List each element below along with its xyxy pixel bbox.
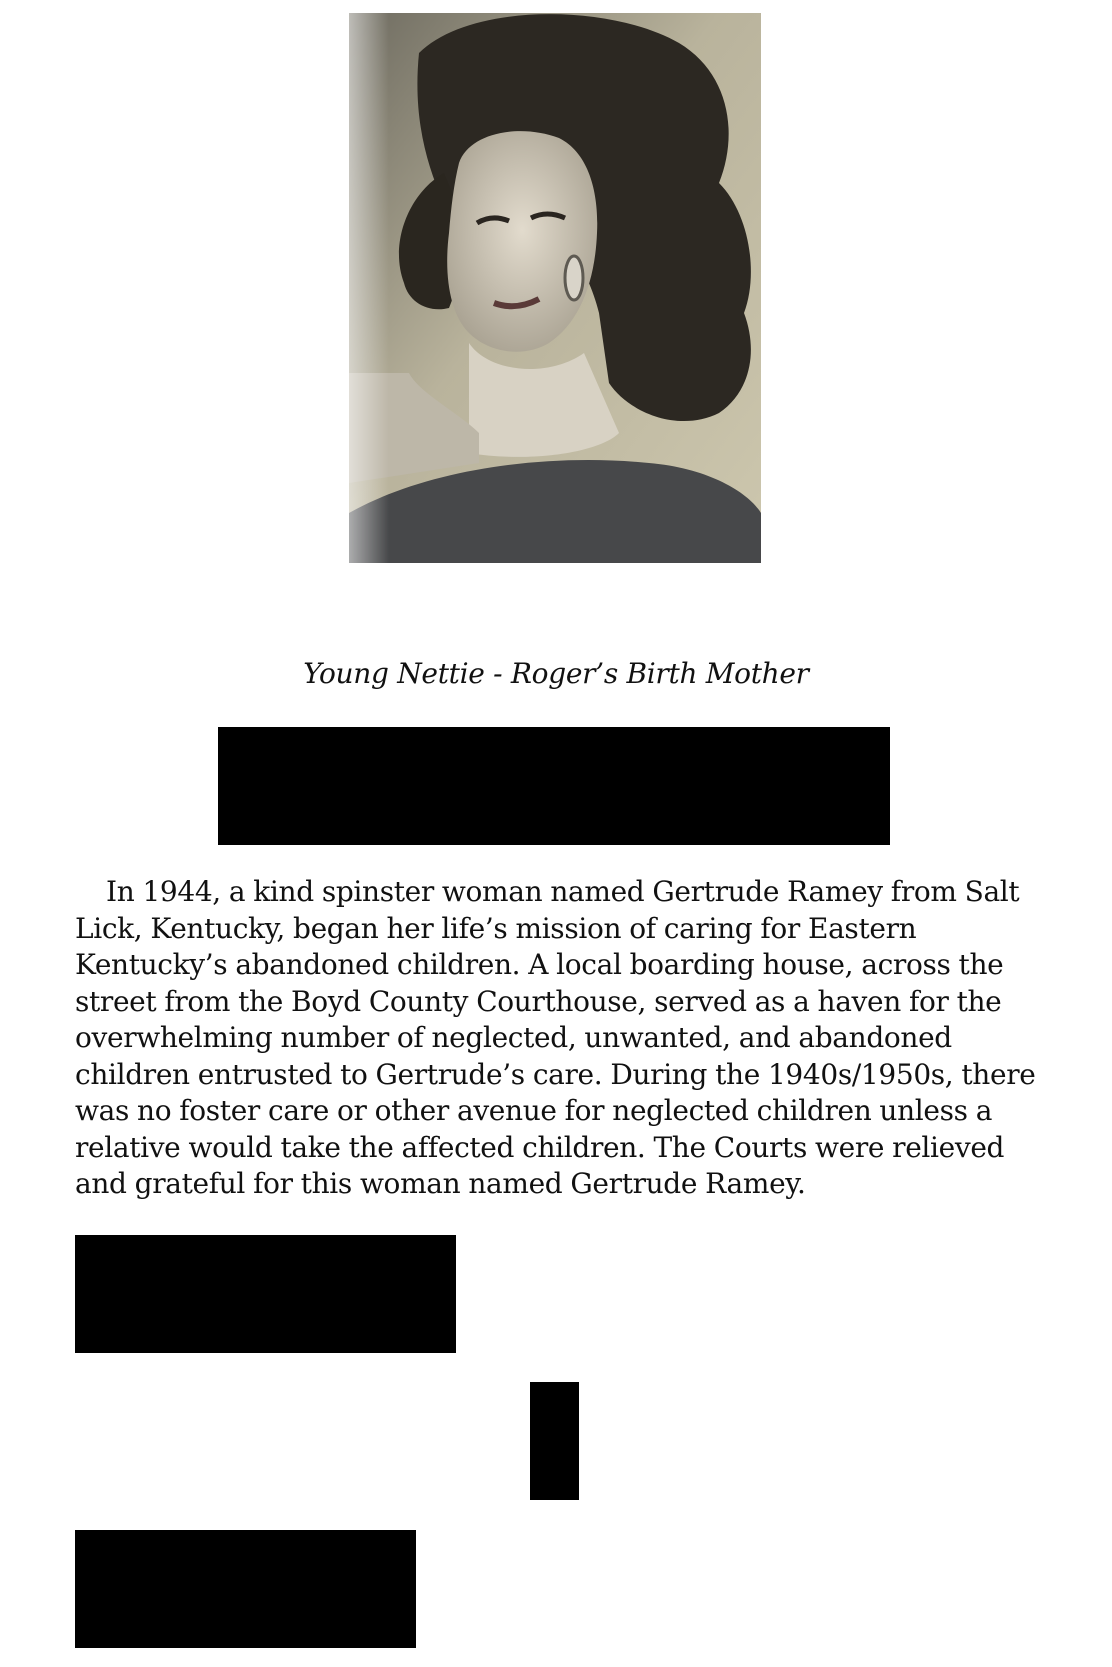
redacted-block — [75, 1235, 456, 1353]
portrait-photo — [349, 13, 761, 563]
body-paragraph: In 1944, a kind spinster woman named Gertrude Ramey from Salt Lick, Kentucky, began her life’s mission of caring for Eastern Kentucky’s abandoned children. A local boarding house, across the street from the Boyd County Courthouse, served as a haven for the overwhelming number of neglected, unwanted, and abandoned children entrusted to Gertrude’s care. During the 1940s/1950s, there was no foster care or other avenue for neglected children unless a relative would take the affected children. The Courts were relieved and grateful for this woman named Gertrude Ramey. — [75, 875, 1036, 1200]
photo-caption: Young Nettie - Roger’s Birth Mother — [303, 657, 809, 690]
redacted-block — [75, 1530, 416, 1648]
portrait-image — [349, 13, 761, 563]
redacted-block — [218, 727, 890, 845]
redacted-block — [530, 1382, 579, 1500]
